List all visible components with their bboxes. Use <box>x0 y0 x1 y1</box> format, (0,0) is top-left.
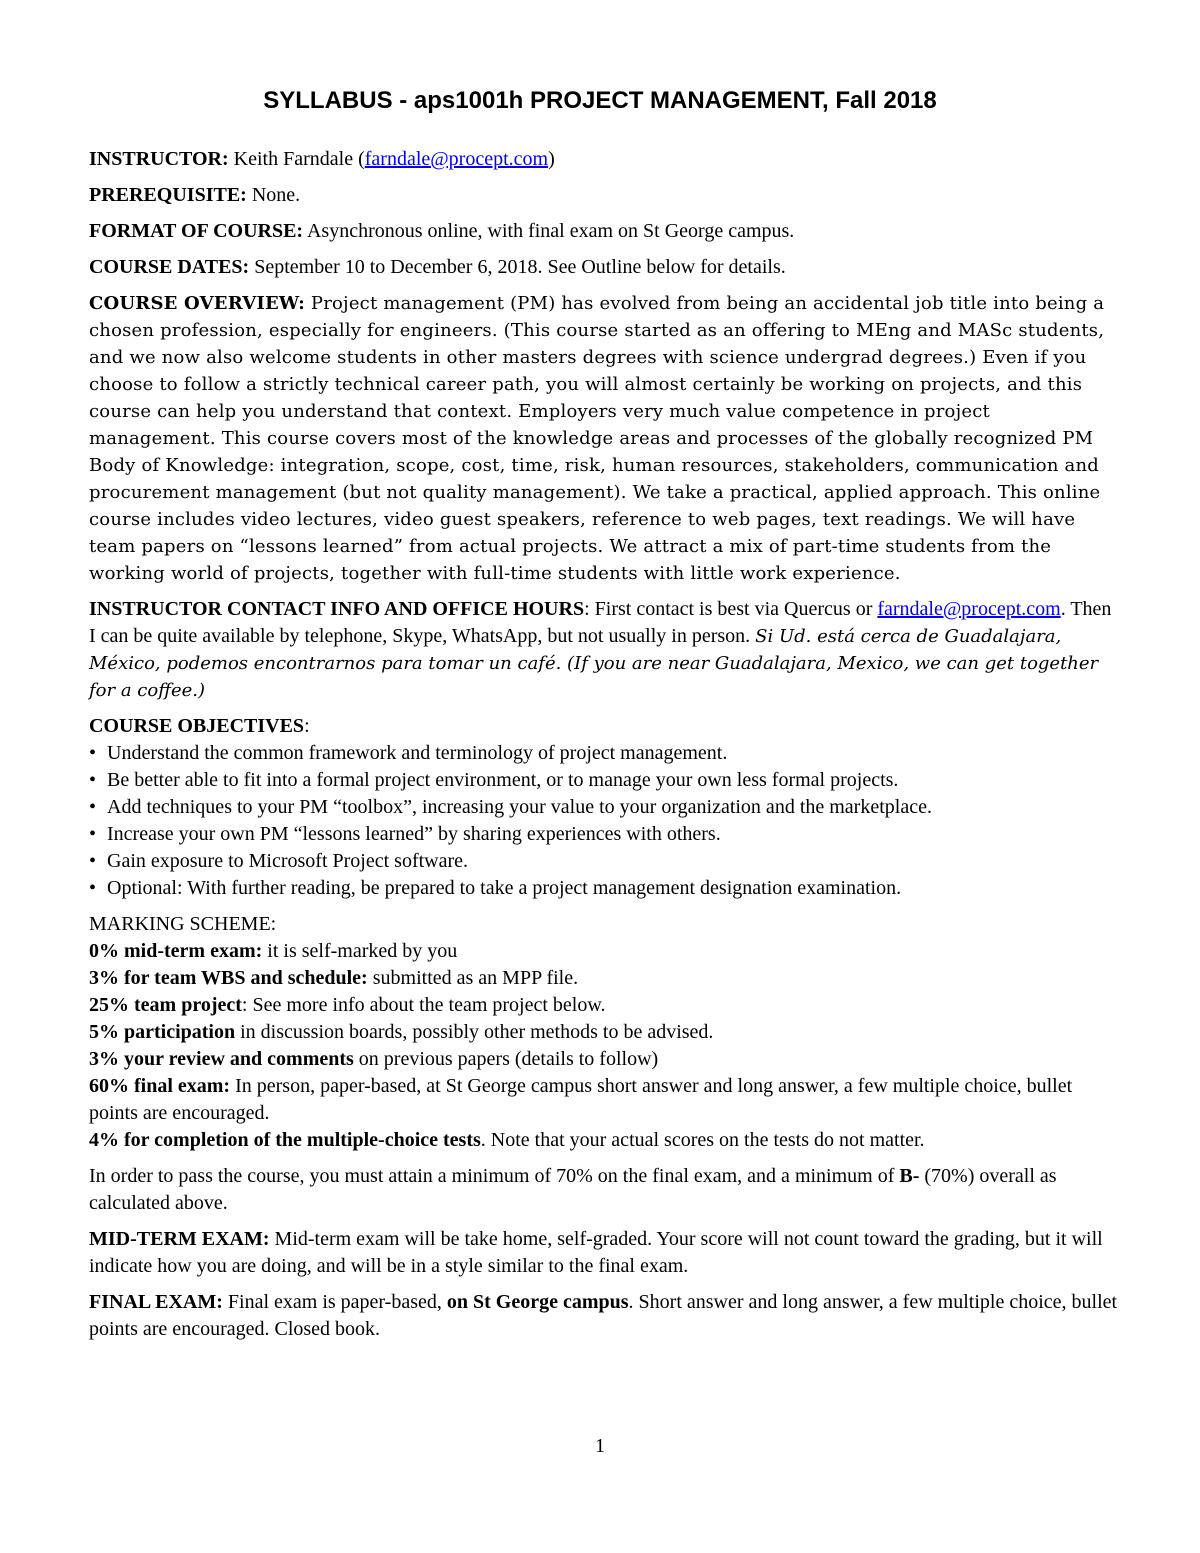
marking-desc: . Note that your actual scores on the tests do not matter. <box>480 1129 925 1151</box>
objective-text: Gain exposure to Microsoft Project software. <box>107 850 469 872</box>
contact-text: . Then I can be quite available by telephone, Skype, WhatsApp, but not usually in person. <box>89 598 1112 647</box>
dates-line <box>89 254 1119 281</box>
midterm-label: MID-TERM EXAM: <box>89 1228 270 1250</box>
marking-desc: on previous papers (details to follow) <box>353 1048 659 1070</box>
bullet-icon: • <box>89 796 97 818</box>
contact-spanish-note: Si Ud. está cerca de Guadalajara, México, podemos encontrarnos para tomar un café. (If you are near Guadalajara, Mexico, we can get together for a coffee.) <box>89 626 1099 701</box>
objective-item <box>89 794 1119 821</box>
contact-paragraph <box>89 596 1119 704</box>
marking-weight: 0% mid-term exam: <box>89 940 263 962</box>
document-body <box>89 146 1119 1352</box>
instructor-line <box>89 146 1119 173</box>
pass-requirement <box>89 1163 1119 1217</box>
marking-item <box>89 1046 1119 1073</box>
pass-tail: (70%) overall as calculated above. <box>89 1165 1057 1214</box>
contact-email-link[interactable]: farndale@procept.com <box>877 598 1061 620</box>
overview-label: COURSE OVERVIEW: <box>89 293 305 314</box>
objectives-heading <box>89 713 1119 740</box>
marking-weight: 60% final exam: <box>89 1075 231 1097</box>
objective-text: Be better able to fit into a formal project environment, or to manage your own less formal projects. <box>107 769 899 791</box>
marking-weight: 3% your review and comments <box>89 1048 354 1070</box>
marking-weight: 5% participation <box>89 1021 236 1043</box>
marking-item <box>89 1127 1119 1154</box>
overview-text: Project management (PM) has evolved from being an accidental job title into being a chosen profession, especially for engineers. (This course started as an offering to MEng and MASc students, and we now also welcome students in other masters degrees with science undergrad degrees.) Even if you choose to follow a strictly technical career path, you will almost certainly be working on projects, and this course can help you understand that context. Employers very much value competence in project management. This course covers most of the knowledge areas and processes of the globally recognized PM Body of Knowledge: integration, scope, cost, time, risk, human resources, stakeholders, communication and procurement management (but not quality management). We take a practical, applied approach. This online course includes video lectures, video guest speakers, reference to web pages, text readings. We will have team papers on “lessons learned” from actual projects. We attract a mix of part-time students from the working world of projects, together with full-time students with little work experience. <box>89 293 1105 584</box>
objective-item <box>89 821 1119 848</box>
pass-text: In order to pass the course, you must attain a minimum of 70% on the final exam, and a minimum of <box>89 1165 900 1187</box>
marking-desc: : See more info about the team project below. <box>241 994 606 1016</box>
format-label: FORMAT OF COURSE: <box>89 220 304 242</box>
objective-item <box>89 875 1119 902</box>
final-label: FINAL EXAM: <box>89 1291 223 1313</box>
objective-text: Add techniques to your PM “toolbox”, increasing your value to your organization and the marketplace. <box>107 796 932 818</box>
objective-item <box>89 767 1119 794</box>
bullet-icon: • <box>89 769 97 791</box>
dates-value: September 10 to December 6, 2018. See Outline below for details. <box>254 256 786 278</box>
marking-desc: In person, paper-based, at St George campus short answer and long answer, a few multiple choice, bullet points are encouraged. <box>89 1075 1073 1124</box>
bullet-icon: • <box>89 877 97 899</box>
marking-item <box>89 1019 1119 1046</box>
bullet-icon: • <box>89 823 97 845</box>
final-text-2: . Short answer and long answer, a few multiple choice, bullet points are encouraged. Closed book. <box>89 1291 1118 1340</box>
contact-label: INSTRUCTOR CONTACT INFO AND OFFICE HOURS <box>89 598 585 620</box>
contact-intro: : First contact is best via Quercus or <box>584 598 878 620</box>
marking-desc: it is self-marked by you <box>262 940 458 962</box>
objective-text: Understand the common framework and terminology of project management. <box>107 742 728 764</box>
marking-item <box>89 938 1119 965</box>
objective-text: Optional: With further reading, be prepared to take a project management designation examination. <box>107 877 902 899</box>
format-value: Asynchronous online, with final exam on St George campus. <box>306 220 795 242</box>
format-line <box>89 218 1119 245</box>
marking-weight: 3% for team WBS and schedule: <box>89 967 368 989</box>
final-text-1: Final exam is paper-based, <box>222 1291 447 1313</box>
prerequisite-line <box>89 182 1119 209</box>
midterm-text: Mid-term exam will be take home, self-graded. Your score will not count toward the grading, but it will indicate how you are doing, and will be in a style similar to the final exam. <box>89 1228 1103 1277</box>
midterm-paragraph <box>89 1226 1119 1280</box>
bullet-icon: • <box>89 742 97 764</box>
instructor-label: INSTRUCTOR: <box>89 148 229 170</box>
instructor-email-link[interactable]: farndale@procept.com <box>364 148 549 170</box>
final-location: on St George campus <box>446 1291 629 1313</box>
objectives-list <box>89 740 1119 902</box>
bullet-icon: • <box>89 850 97 872</box>
marking-heading <box>89 911 1119 938</box>
objectives-colon: : <box>304 715 310 737</box>
objective-item <box>89 848 1119 875</box>
dates-label: COURSE DATES: <box>89 256 250 278</box>
marking-weight: 25% team project <box>89 994 242 1016</box>
marking-scheme <box>89 911 1119 1154</box>
objective-item <box>89 740 1119 767</box>
objectives-label: COURSE OBJECTIVES <box>89 715 305 737</box>
page-title: SYLLABUS - aps1001h PROJECT MANAGEMENT, Fall 2018 <box>263 87 937 114</box>
marking-item <box>89 965 1119 992</box>
instructor-name: Keith Farndale ( <box>233 148 365 170</box>
marking-weight: 4% for completion of the multiple-choice tests <box>89 1129 481 1151</box>
overview-paragraph <box>89 290 1119 587</box>
prerequisite-value: None. <box>251 184 301 206</box>
objective-text: Increase your own PM “lessons learned” by sharing experiences with others. <box>107 823 721 845</box>
marking-desc: submitted as an MPP file. <box>367 967 579 989</box>
pass-grade: B- <box>899 1165 920 1187</box>
marking-desc: in discussion boards, possibly other methods to be advised. <box>235 1021 714 1043</box>
final-paragraph <box>89 1289 1119 1343</box>
instructor-close: ) <box>548 148 555 170</box>
marking-item <box>89 992 1119 1019</box>
marking-item <box>89 1073 1119 1127</box>
prerequisite-label: PREREQUISITE: <box>89 184 247 206</box>
page-number: 1 <box>595 1435 605 1457</box>
marking-label: MARKING SCHEME: <box>89 913 277 935</box>
